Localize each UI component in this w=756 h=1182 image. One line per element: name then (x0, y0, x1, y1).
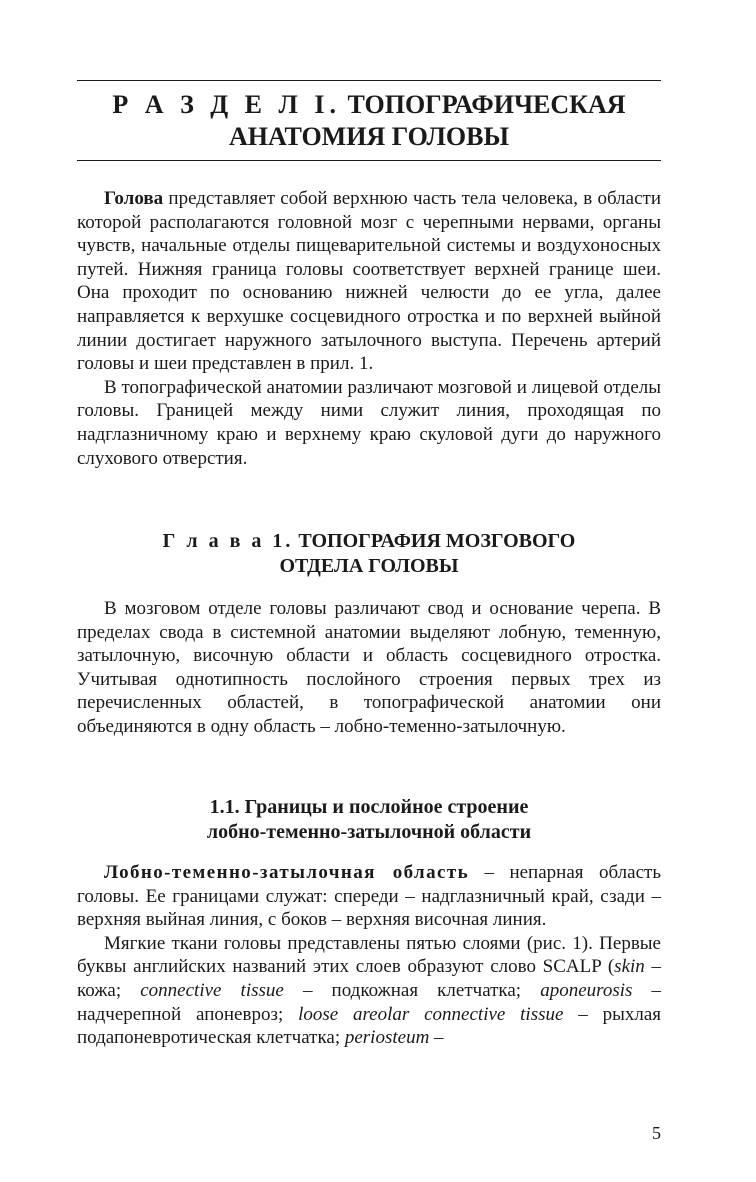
intro-text (77, 187, 661, 470)
term-loose-areolar: loose areolar connective tissue (298, 1003, 564, 1025)
p2-part-a: Мягкие ткани головы представлены пятью слоями (рис. 1). Первые буквы английских названий этих слоев образуют слово SCALP ( (77, 932, 661, 978)
chapter-label: Г л а в а 1. (162, 530, 294, 552)
p2-part-e: – рыхлая подапоневротическая клетчатка; (77, 1003, 662, 1049)
chapter-paragraph-1: В мозговом отделе головы различают свод и основание черепа. В пределах свода в системной анатомии выделяют лобную, теменную, затылочную, височную области и область сосцевидного отростка. Учитывая однотипность послойного строения первых трех из перечисленных областей, в топографической анатомии они объединяются в одну область – лобно-теменно-затылочную. (77, 598, 661, 737)
subsection-title-line2: лобно-теменно-затылочной области (206, 821, 532, 843)
book-page (77, 0, 661, 1182)
subsection-paragraph-1 (77, 861, 661, 932)
term-skin: skin (614, 956, 645, 978)
subsection-title-line1: 1.1. Границы и послойное строение (209, 796, 529, 818)
page-number: 5 (652, 1123, 661, 1143)
p2-part-c: – подкожная клетчатка; (283, 979, 541, 1001)
section-top-rule (77, 80, 661, 81)
intro-paragraph-2: В топографической анатомии различают мозговой и лицевой отделы головы. Границей между ними служит линия, проходящая по надглазничному краю и верхнему краю скуловой дуги до наружного слухового отверстия. (77, 376, 661, 469)
term-connective-tissue: connective tissue (140, 979, 284, 1001)
chapter-title-line1: ТОПОГРАФИЯ МОЗГОВОГО (298, 530, 576, 552)
section-title-line1: ТОПОГРАФИЧЕСКАЯ (347, 90, 626, 119)
subsection-paragraph-1-text: – непарная область головы. Ее границами служат: спереди – надглазничный край, сзади – верхняя выйная линия, с боков – верхняя височная линия. (77, 862, 661, 931)
subsection-text (77, 861, 661, 1050)
section-title-line2: АНАТОМИЯ ГОЛОВЫ (228, 122, 510, 151)
section-bottom-rule (77, 160, 661, 161)
chapter-title-line2: ОТДЕЛА ГОЛОВЫ (279, 555, 459, 577)
intro-paragraph-1 (77, 187, 661, 376)
subsection-lead-term: Лобно-теменно-затылочная область (104, 862, 470, 883)
intro-lead-term: Голова (104, 188, 164, 209)
subsection-paragraph-2 (77, 932, 661, 1050)
section-heading (77, 89, 661, 153)
intro-paragraph-1-text: представляет собой верхнюю часть тела человека, в области которой располагаются головной мозг с черепными нервами, органы чувств, начальные отделы пищеварительной системы и воздухоносных путей. Нижняя граница головы соответствует верхней границе шеи. Она проходит по основанию нижней челюсти до ее угла, далее направляется к верхушке сосцевидного отростка и по верхней выйной линии достигает наружного затылочного выступа. Перечень артерий головы и шеи представлен в прил. 1. (77, 188, 661, 375)
term-aponeurosis: aponeurosis (540, 979, 633, 1001)
p2-part-d: – надчерепной апоневроз; (77, 979, 662, 1025)
subsection-heading (77, 795, 661, 845)
section-label: Р А З Д Е Л I. (112, 90, 342, 119)
chapter-text (77, 597, 661, 739)
chapter-heading (77, 529, 661, 579)
p2-part-f: – (429, 1027, 444, 1049)
term-periosteum: periosteum (344, 1027, 430, 1049)
p2-part-b: – кожа; (77, 956, 662, 1001)
